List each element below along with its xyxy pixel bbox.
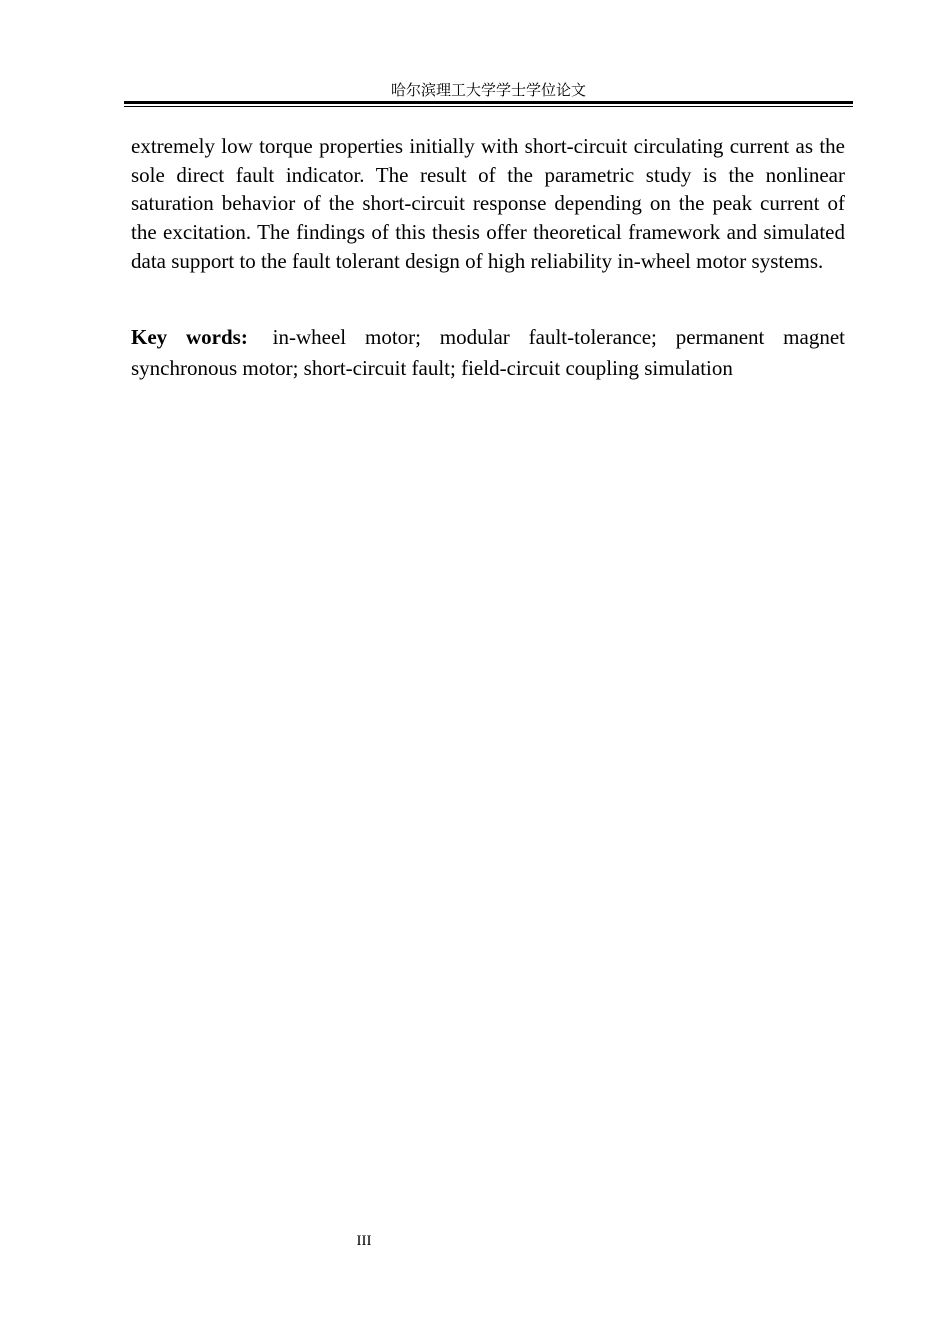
- header-rule-thick: [124, 101, 853, 104]
- keywords-label: Key words:: [131, 325, 248, 349]
- page-header: [124, 80, 853, 108]
- abstract-paragraph: extremely low torque properties initially with short-circuit circulating current as the sole direct fault indicator. The result of the parametric study is the nonlinear saturation behavior of the short-circuit response depending on the peak current of the excitation. The findings of this thesis offer theoretical framework and simulated data support to the fault tolerant design of high reliability in-wheel motor systems.: [131, 134, 845, 273]
- header-title: 哈尔滨理工大学学士学位论文: [390, 81, 586, 99]
- keywords-paragraph: [131, 322, 845, 384]
- keywords-text: in-wheel motor; modular fault-tolerance; permanent magnet synchronous motor; short-circuit fault; field-circuit coupling simulation: [131, 325, 845, 380]
- header-rule-thin: [124, 106, 853, 107]
- page-number: III: [356, 1233, 372, 1249]
